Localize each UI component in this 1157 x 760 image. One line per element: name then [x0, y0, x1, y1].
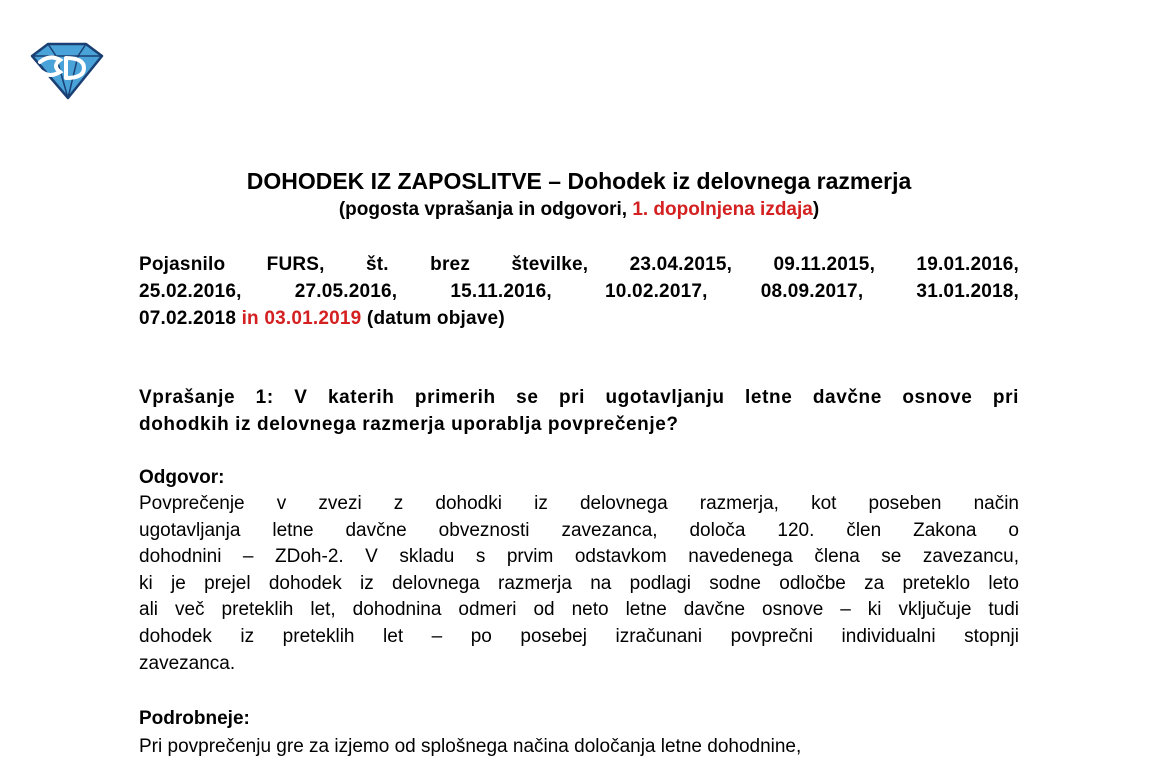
subtitle-open: (pogosta vprašanja in odgovori, [338, 199, 633, 220]
question-1 [139, 384, 1019, 438]
answer-line: ali več preteklih let, dohodnina odmeri od neto letne davčne osnove – ki vključuje tudi [139, 599, 1019, 621]
answer-line: ugotavljanja letne davčne obveznosti zavezanca, določa 120. člen Zakona o [139, 519, 1019, 541]
answer-line: Povprečenje v zvezi z dohodki iz delovnega razmerja, kot poseben način [139, 493, 1019, 514]
document-subtitle [139, 198, 1019, 222]
furs-explanation-dates [139, 251, 1019, 332]
document-title: DOHODEK IZ ZAPOSLITVE – Dohodek iz delovnega razmerja [246, 168, 912, 194]
answer-heading: Odgovor: [139, 467, 225, 488]
answer-line: zavezanca. [139, 652, 236, 674]
question-line: dohodkih iz delovnega razmerja uporablja povprečenje? [139, 414, 679, 435]
pojasnilo-line-last [139, 305, 1019, 332]
question-line: Vprašanje 1: V katerih primerih se pri ugotavljanju letne davčne osnove pri [139, 387, 1019, 408]
answer-line: dohodek iz preteklih let – po posebej izračunani povprečni individualni stopnji [139, 625, 1019, 647]
logo-icon [30, 40, 104, 100]
subtitle-close: ) [812, 199, 820, 220]
answer-line: dohodnini – ZDoh-2. V skladu s prvim odstavkom navedenega člena se zavezancu, [139, 546, 1019, 568]
pojasnilo-last-end: (datum objave) [361, 308, 505, 329]
details-heading: Podrobneje: [139, 708, 250, 729]
answer-line: ki je prejel dohodek iz delovnega razmerja na podlagi sodne odločbe za preteklo leto [139, 572, 1019, 594]
pojasnilo-last-start: 07.02.2018 [139, 308, 242, 329]
details-first-line: Pri povprečenju gre za izjemo od splošnega načina določanja letne dohodnine, [139, 736, 802, 757]
pojasnilo-last-highlight: in 03.01.2019 [241, 308, 362, 329]
answer-text [139, 491, 1019, 677]
subtitle-edition: 1. dopolnjena izdaja [632, 199, 813, 220]
pojasnilo-line: 25.02.2016, 27.05.2016, 15.11.2016, 10.02.2017, 08.09.2017, 31.01.2018, [139, 281, 1019, 302]
pojasnilo-line: Pojasnilo FURS, št. brez številke, 23.04.2015, 09.11.2015, 19.01.2016, [139, 254, 1019, 275]
